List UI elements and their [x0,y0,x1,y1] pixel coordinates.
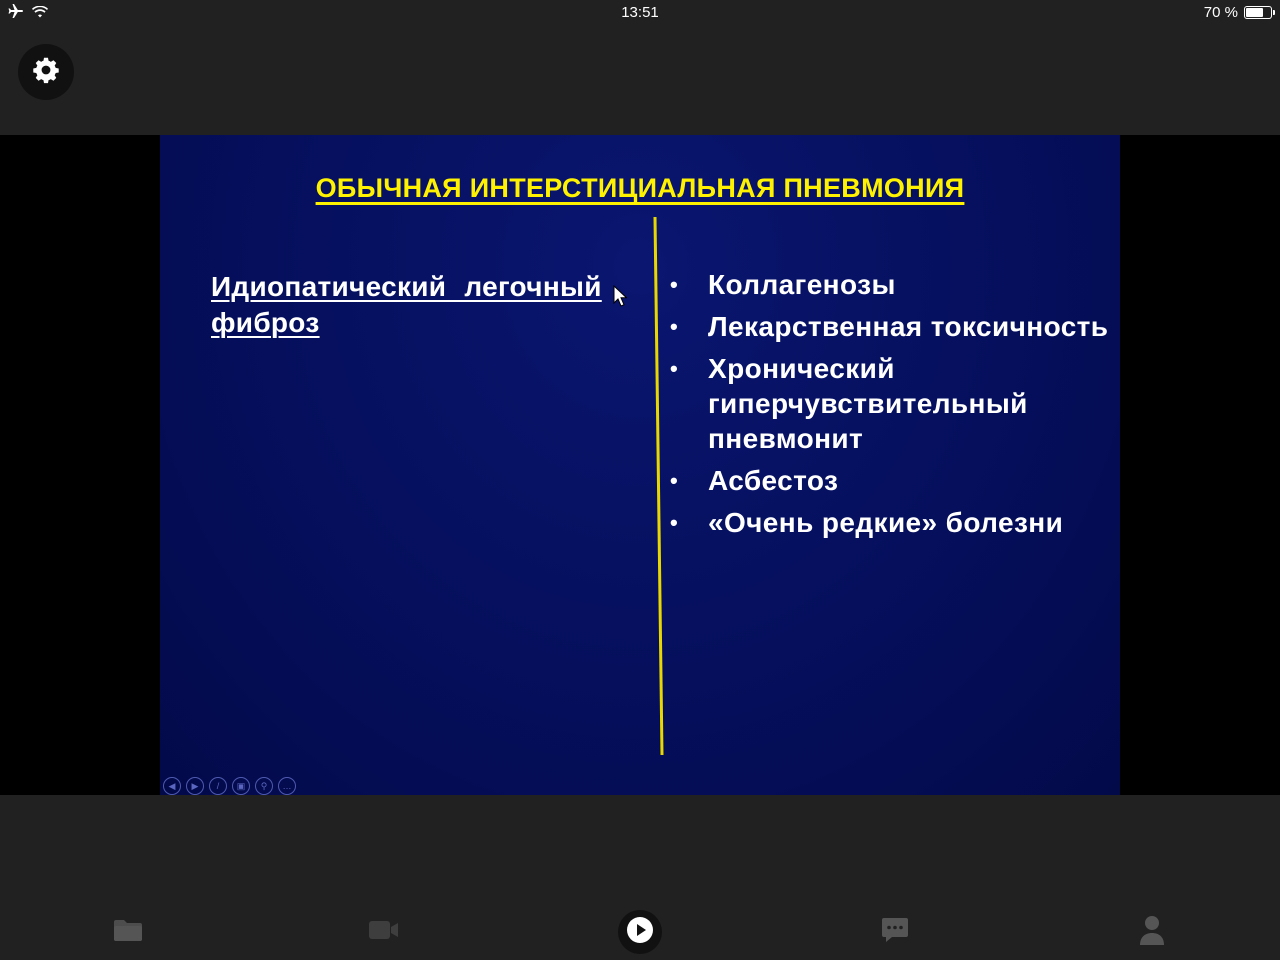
status-bar [0,0,1280,26]
slides-icon[interactable]: ▣ [232,777,250,795]
gear-icon [32,56,60,89]
tab-video[interactable] [356,910,412,954]
bullet-item: • Хронический гиперчувствительный пневмонит [670,351,1110,456]
zoom-icon[interactable]: ⚲ [255,777,273,795]
mouse-cursor-icon [613,285,627,312]
bullet-list [670,267,1110,547]
video-player[interactable] [0,135,1280,795]
person-icon [1139,915,1165,950]
pen-icon[interactable]: / [209,777,227,795]
status-time: 13:51 [621,4,659,21]
bullet-item: • «Очень редкие» болезни [670,505,1110,540]
tab-profile[interactable] [1124,910,1180,954]
video-camera-icon [369,920,399,945]
bullet-item: • Лекарственная токсичность [670,309,1110,344]
bullet-item: • Коллагенозы [670,267,1110,302]
bullet-item: • Асбестоз [670,463,1110,498]
previous-icon[interactable]: ◀ [163,777,181,795]
slide-controls [163,777,296,795]
left-heading: Идиопатический легочный фиброз [211,271,602,338]
folder-icon [113,919,143,946]
tab-files[interactable] [100,910,156,954]
next-icon[interactable]: ▶ [186,777,204,795]
battery-level [1246,8,1263,17]
more-icon[interactable]: … [278,777,296,795]
battery-icon [1244,6,1272,19]
tab-bar [0,880,1280,960]
play-button[interactable] [618,910,662,954]
tab-play[interactable] [612,910,668,954]
battery-percent: 70 % [1203,4,1238,21]
presentation-slide [160,135,1120,795]
play-icon [626,916,654,949]
slide-title: ОБЫЧНАЯ ИНТЕРСТИЦИАЛЬНАЯ ПНЕВМОНИЯ [315,173,965,203]
chat-icon [881,917,909,948]
tab-chat[interactable] [867,910,923,954]
settings-button[interactable] [18,44,74,100]
status-right [1204,4,1272,21]
